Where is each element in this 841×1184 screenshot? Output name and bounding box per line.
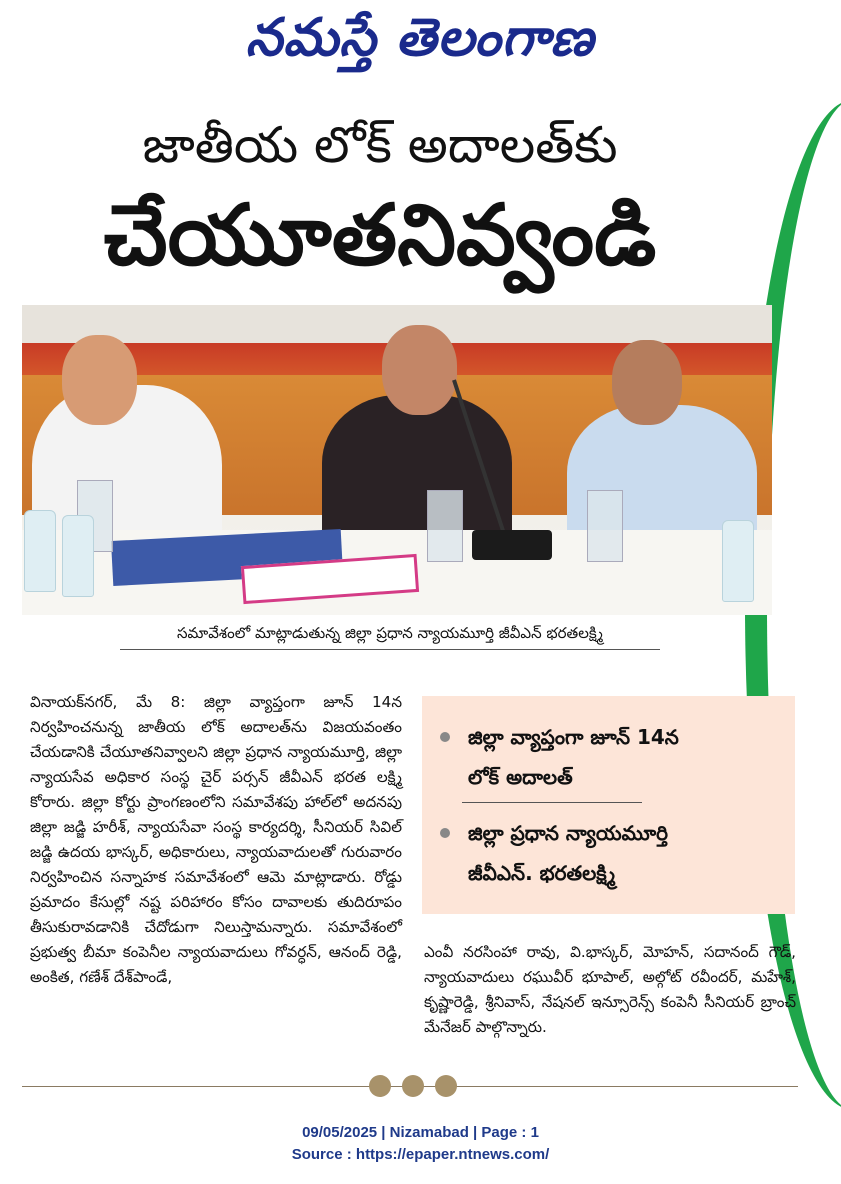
photo-microphone-base (472, 530, 552, 560)
photo-person-center-head (382, 325, 457, 415)
photo-glass (427, 490, 463, 562)
highlight-box (422, 696, 795, 914)
photo-caption: సమావేశంలో మాట్లాడుతున్న జిల్లా ప్రధాన న్యాయమూర్తి జీవీఎన్ భరతలక్ష్మి (120, 622, 660, 650)
footer-source-link[interactable]: Source : https://epaper.ntnews.com/ (291, 1146, 550, 1163)
photo-water-bottle (24, 510, 56, 592)
headline-line-1: జాతీయ లోక్ అదాలత్‌కు (142, 116, 618, 174)
footer-edition-info: 09/05/2025 | Nizamabad | Page : 1 (302, 1124, 539, 1141)
highlight-divider (462, 802, 642, 803)
ornament-dot-icon (402, 1075, 424, 1097)
bullet-icon (440, 732, 450, 742)
photo-water-bottle (722, 520, 754, 602)
news-photo (22, 305, 772, 615)
ornament-dots (369, 1075, 459, 1099)
highlight-1-line-1: జిల్లా వ్యాప్తంగా జూన్ 14న (468, 725, 679, 749)
photo-person-right-head (612, 340, 682, 425)
article-body-right: ఎంవీ నరసింహా రావు, వి.భాస్కర్, మోహన్, సదానంద్ గౌడ్, న్యాయవాదులు రఘువీర్ భూపాల్, అల్గోట్ రవీందర్, మహేశ్, కృష్ణారెడ్డి, శ్రీనివాస్, నేషనల్ ఇన్సూరెన్స్ కంపెనీ సీనియర్ బ్రాంచ్ మేనేజర్ పాల్గొన్నారు. (424, 943, 796, 1036)
ornament-dot-icon (369, 1075, 391, 1097)
headline-line-2: చేయూతనివ్వండి (103, 186, 657, 284)
ornament-dot-icon (435, 1075, 457, 1097)
highlight-2-line-1: జిల్లా ప్రధాన న్యాయమూర్తి (468, 821, 668, 845)
highlight-1-line-2: లోక్ అదాలత్ (468, 765, 573, 789)
photo-glass (587, 490, 623, 562)
article-body-left: వినాయక్‌నగర్, మే 8: జిల్లా వ్యాప్తంగా జూన్ 14న నిర్వహించనున్న జాతీయ లోక్ అదాలత్‌ను విజయవంతం చేయడానికి చేయూతనివ్వాలని జిల్లా ప్రధాన న్యాయమూర్తి, జిల్లా న్యాయసేవ అధికార సంస్థ చైర్ పర్సన్ జీవీఎన్ భరత లక్ష్మి కోరారు. జిల్లా కోర్టు ప్రాంగణంలోని సమావేశపు హాల్‌లో అదనపు జిల్లా జడ్జి హరీశ్, న్యాయసేవా సంస్థ కార్యదర్శి, సీనియర్ సివిల్ జడ్జి ఉదయ భాస్కర్, అధికారులు, న్యాయవాదులతో గురువారం నిర్వహించిన సన్నాహక సమావేశంలో ఆమె మాట్లాడారు. రోడ్డు ప్రమాదం కేసుల్లో నష్ట పరిహారం కోసం దావాలకు తుదిరూపం తీసుకురావడానికి చేదోడుగా నిలుస్తామన్నారు. సమావేశంలో ప్రభుత్వ బీమా కంపెనీల న్యాయవాదులు గోవర్ధన్, ఆనంద్ రెడ్డి, అంకిత, గణేశ్ దేశ్‌పాండే, (30, 693, 402, 986)
photo-person-left-head (62, 335, 137, 425)
highlight-2-line-2: జీవీఎన్. భరతలక్ష్మి (468, 861, 616, 885)
photo-water-bottle (62, 515, 94, 597)
masthead (0, 0, 841, 80)
masthead-logo: నమస్తే తెలంగాణ (245, 8, 595, 68)
bullet-icon (440, 828, 450, 838)
